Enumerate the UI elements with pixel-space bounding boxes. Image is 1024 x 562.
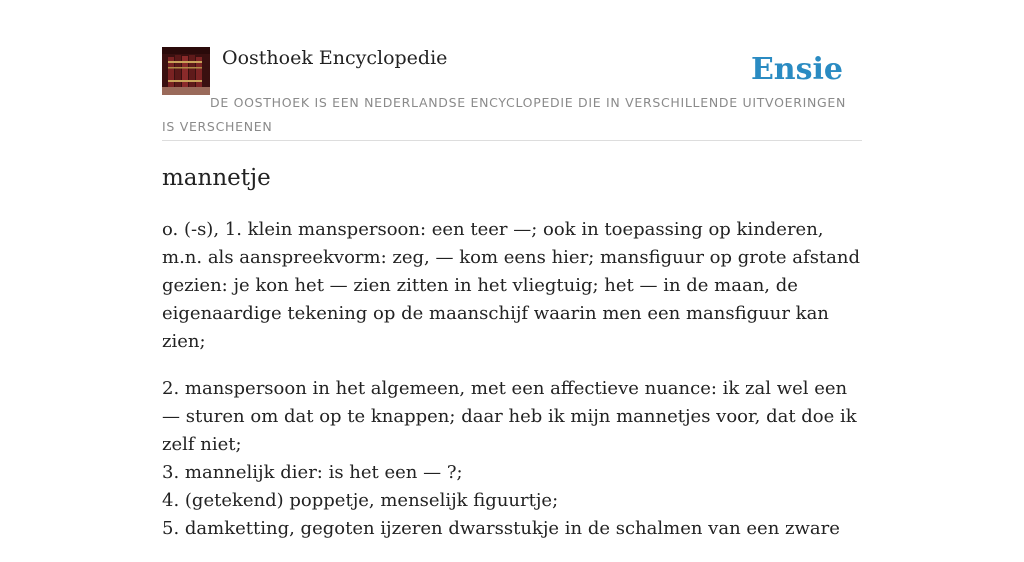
definition-line: 5. damketting, gegoten ijzeren dwarsstukje in de schalmen van een zware bbox=[162, 518, 840, 539]
site-title-link[interactable]: Oosthoek Encyclopedie bbox=[222, 47, 448, 69]
site-avatar[interactable] bbox=[162, 47, 210, 95]
ensie-logo-link[interactable]: Ensie bbox=[750, 52, 843, 87]
definition-paragraph bbox=[162, 216, 862, 356]
entry-definition bbox=[162, 216, 862, 562]
encyclopedia-books-icon bbox=[162, 47, 210, 95]
definition-paragraph bbox=[162, 375, 862, 543]
definition-line: 4. (getekend) poppetje, menselijk figuurtje; bbox=[162, 490, 559, 511]
entry-term: mannetje bbox=[162, 165, 271, 191]
definition-line: o. (-s), 1. klein manspersoon: een teer —; ook in toepassing op kinderen, m.n. als aanspreekvorm: zeg, — kom eens hier; mansfiguur op grote afstand gezien: je kon het — zien zitten in het vliegtuig; het — in de maan, de eigenaardige tekening op de maanschijf waarin men een mansfiguur kan zien; bbox=[162, 219, 861, 352]
site-header bbox=[162, 46, 862, 141]
definition-line: 2. manspersoon in het algemeen, met een affectieve nuance: ik zal wel een — sturen om dat op te knappen; daar heb ik mijn mannetjes voor, dat doe ik zelf niet; bbox=[162, 378, 857, 455]
definition-line: 3. mannelijk dier: is het een — ?; bbox=[162, 462, 463, 483]
site-tagline: DE OOSTHOEK IS EEN NEDERLANDSE ENCYCLOPEDIE DIE IN VERSCHILLENDE UITVOERINGEN IS VERSCHENEN bbox=[162, 95, 847, 134]
